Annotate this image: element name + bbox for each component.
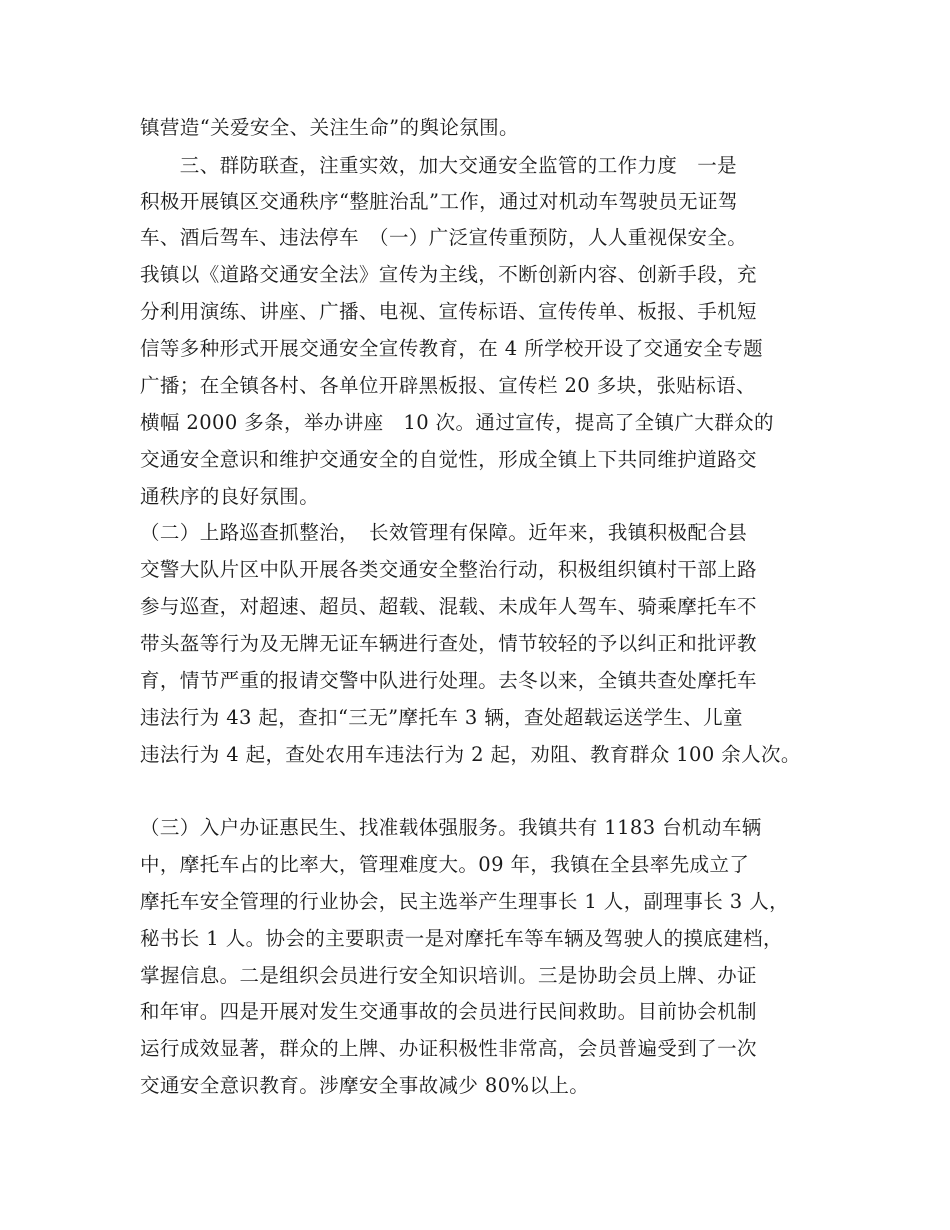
text-line: 和年审。四是开展对发生交通事故的会员进行民间救助。目前协会机制	[140, 1000, 757, 1023]
text-line: （二）上路巡查抓整治， 长效管理有保障。近年来，我镇积极配合县	[140, 521, 748, 544]
text-line: 通秩序的良好氛围。	[140, 485, 320, 508]
text-line: 积极开展镇区交通秩序“整脏治乱”工作，通过对机动车驾驶员无证驾	[140, 190, 738, 213]
text-line: 违法行为 4 起，查处农用车违法行为 2 起，劝阻、教育群众 100 余人次。	[140, 743, 801, 766]
text-line: （三）入户办证惠民生、找准载体强服务。我镇共有 1183 台机动车辆	[140, 816, 762, 839]
text-line: 车、酒后驾车、违法停车 （一）广泛宣传重预防，人人重视保安全。	[140, 226, 748, 249]
text-line: 三、群防联查，注重实效，加大交通安全监管的工作力度 一是	[140, 154, 738, 177]
text-line: 信等多种形式开展交通安全宣传教育，在 4 所学校开设了交通安全专题	[140, 337, 764, 360]
text-line: 秘书长 1 人。协会的主要职责一是对摩托车等车辆及驾驶人的摸底建档，	[140, 927, 783, 950]
text-line: 广播；在全镇各村、各单位开辟黑板报、宣传栏 20 多块，张贴标语、	[140, 374, 756, 397]
text-line: 摩托车安全管理的行业协会，民主选举产生理事长 1 人，副理事长 3 人，	[140, 890, 790, 913]
text-line: 育，情节严重的报请交警中队进行处理。去冬以来，全镇共查处摩托车	[140, 669, 757, 692]
text-line: 交通安全意识教育。涉摩安全事故减少 80%以上。	[140, 1074, 590, 1097]
text-line: 参与巡查，对超速、超员、超载、混载、未成年人驾车、骑乘摩托车不	[140, 595, 757, 618]
text-line: 带头盔等行为及无牌无证车辆进行查处，情节较轻的予以纠正和批评教	[140, 632, 757, 655]
text-line: 镇营造“关爱安全、关注生命”的舆论氛围。	[140, 116, 519, 139]
text-line: 违法行为 43 起，查扣“三无”摩托车 3 辆，查处超载运送学生、儿童	[140, 706, 743, 729]
text-line: 分利用演练、讲座、广播、电视、宣传标语、宣传传单、板报、手机短	[140, 300, 757, 323]
text-line: 运行成效显著，群众的上牌、办证积极性非常高，会员普遍受到了一次	[140, 1037, 757, 1060]
text-line: 交通安全意识和维护交通安全的自觉性，形成全镇上下共同维护道路交	[140, 448, 757, 471]
text-line: 中，摩托车占的比率大，管理难度大。09 年，我镇在全县率先成立了	[140, 853, 750, 876]
text-line: 我镇以《道路交通安全法》宣传为主线，不断创新内容、创新手段，充	[140, 263, 757, 286]
text-line: 横幅 2000 多条，举办讲座 10 次。通过宣传，提高了全镇广大群众的	[140, 411, 774, 434]
text-line: 掌握信息。二是组织会员进行安全知识培训。三是协助会员上牌、办证	[140, 964, 757, 987]
text-line: 交警大队片区中队开展各类交通安全整治行动，积极组织镇村干部上路	[140, 558, 757, 581]
